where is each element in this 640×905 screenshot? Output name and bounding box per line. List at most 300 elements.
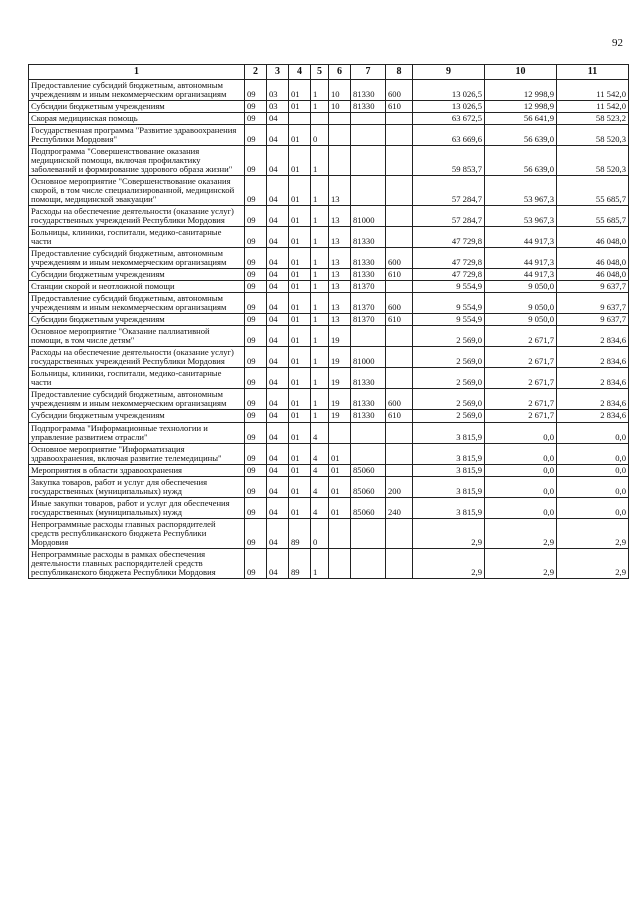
subprogram-code xyxy=(311,113,329,125)
subprogram-code: 1 xyxy=(311,206,329,227)
amount-col-11: 2,9 xyxy=(557,548,629,578)
section-code: 09 xyxy=(245,248,267,269)
subsection-code: 04 xyxy=(267,464,289,476)
table-row xyxy=(29,146,629,176)
measure-code: 19 xyxy=(329,389,351,410)
expense-type-code xyxy=(386,206,413,227)
section-code: 09 xyxy=(245,518,267,548)
amount-col-10: 44 917,3 xyxy=(485,248,557,269)
table-row xyxy=(29,269,629,281)
table-row xyxy=(29,314,629,326)
amount-col-11: 0,0 xyxy=(557,497,629,518)
amount-col-10: 2 671,7 xyxy=(485,326,557,347)
direction-code xyxy=(351,176,386,206)
program-code: 01 xyxy=(289,497,311,518)
subprogram-code: 1 xyxy=(311,548,329,578)
section-code: 09 xyxy=(245,113,267,125)
expense-type-code xyxy=(386,326,413,347)
amount-col-10: 56 639,0 xyxy=(485,146,557,176)
table-row xyxy=(29,422,629,443)
measure-code xyxy=(329,518,351,548)
expense-type-code xyxy=(386,347,413,368)
amount-col-11: 2 834,6 xyxy=(557,326,629,347)
subsection-code: 04 xyxy=(267,368,289,389)
direction-code xyxy=(351,518,386,548)
table-row xyxy=(29,248,629,269)
amount-col-11: 58 520,3 xyxy=(557,146,629,176)
subsection-code: 04 xyxy=(267,518,289,548)
amount-col-11: 0,0 xyxy=(557,443,629,464)
expense-type-code: 610 xyxy=(386,101,413,113)
col-header-3: 3 xyxy=(267,65,289,80)
amount-col-9: 47 729,8 xyxy=(413,269,485,281)
row-name: Иные закупки товаров, работ и услуг для обеспечения государственных (муниципальных) нужд xyxy=(29,497,245,518)
amount-col-10: 9 050,0 xyxy=(485,314,557,326)
amount-col-11: 2 834,6 xyxy=(557,389,629,410)
section-code: 09 xyxy=(245,368,267,389)
amount-col-11: 0,0 xyxy=(557,476,629,497)
subprogram-code: 4 xyxy=(311,443,329,464)
measure-code: 01 xyxy=(329,443,351,464)
row-name: Закупка товаров, работ и услуг для обеспечения государственных (муниципальных) нужд xyxy=(29,476,245,497)
subprogram-code: 0 xyxy=(311,518,329,548)
measure-code: 19 xyxy=(329,326,351,347)
amount-col-11: 9 637,7 xyxy=(557,281,629,293)
amount-col-9: 9 554,9 xyxy=(413,281,485,293)
amount-col-11: 11 542,0 xyxy=(557,101,629,113)
section-code: 09 xyxy=(245,326,267,347)
table-row xyxy=(29,464,629,476)
measure-code: 19 xyxy=(329,347,351,368)
amount-col-10: 53 967,3 xyxy=(485,176,557,206)
direction-code xyxy=(351,443,386,464)
section-code: 09 xyxy=(245,389,267,410)
measure-code: 19 xyxy=(329,410,351,422)
program-code xyxy=(289,113,311,125)
direction-code: 81330 xyxy=(351,80,386,101)
amount-col-11: 58 520,3 xyxy=(557,125,629,146)
direction-code xyxy=(351,548,386,578)
amount-col-10: 0,0 xyxy=(485,464,557,476)
expense-type-code xyxy=(386,368,413,389)
table-row xyxy=(29,347,629,368)
row-name: Основное мероприятие "Оказание паллиативной помощи, в том числе детям" xyxy=(29,326,245,347)
expense-type-code xyxy=(386,125,413,146)
section-code: 09 xyxy=(245,206,267,227)
amount-col-9: 59 853,7 xyxy=(413,146,485,176)
expense-type-code: 600 xyxy=(386,80,413,101)
subprogram-code: 4 xyxy=(311,497,329,518)
direction-code: 81370 xyxy=(351,281,386,293)
expense-type-code xyxy=(386,422,413,443)
amount-col-11: 55 685,7 xyxy=(557,206,629,227)
program-code: 01 xyxy=(289,146,311,176)
table-row xyxy=(29,125,629,146)
subsection-code: 04 xyxy=(267,125,289,146)
measure-code: 13 xyxy=(329,269,351,281)
subprogram-code: 1 xyxy=(311,347,329,368)
measure-code: 13 xyxy=(329,314,351,326)
table-row xyxy=(29,326,629,347)
table-row xyxy=(29,389,629,410)
amount-col-10: 0,0 xyxy=(485,422,557,443)
direction-code: 85060 xyxy=(351,497,386,518)
subprogram-code: 4 xyxy=(311,476,329,497)
subsection-code: 04 xyxy=(267,497,289,518)
section-code: 09 xyxy=(245,548,267,578)
section-code: 09 xyxy=(245,101,267,113)
section-code: 09 xyxy=(245,176,267,206)
subprogram-code: 1 xyxy=(311,227,329,248)
amount-col-10: 2,9 xyxy=(485,548,557,578)
section-code: 09 xyxy=(245,125,267,146)
direction-code: 81330 xyxy=(351,410,386,422)
amount-col-11: 55 685,7 xyxy=(557,176,629,206)
subprogram-code: 1 xyxy=(311,80,329,101)
table-row xyxy=(29,293,629,314)
expense-type-code: 610 xyxy=(386,410,413,422)
direction-code xyxy=(351,146,386,176)
subsection-code: 04 xyxy=(267,326,289,347)
amount-col-9: 9 554,9 xyxy=(413,293,485,314)
section-code: 09 xyxy=(245,347,267,368)
subsection-code: 04 xyxy=(267,293,289,314)
subprogram-code: 1 xyxy=(311,176,329,206)
col-header-7: 7 xyxy=(351,65,386,80)
amount-col-9: 47 729,8 xyxy=(413,248,485,269)
direction-code: 81000 xyxy=(351,206,386,227)
program-code: 01 xyxy=(289,101,311,113)
measure-code: 13 xyxy=(329,227,351,248)
amount-col-10: 9 050,0 xyxy=(485,281,557,293)
subsection-code: 04 xyxy=(267,227,289,248)
program-code: 01 xyxy=(289,125,311,146)
subsection-code: 04 xyxy=(267,206,289,227)
expense-type-code xyxy=(386,464,413,476)
amount-col-9: 13 026,5 xyxy=(413,101,485,113)
subsection-code: 04 xyxy=(267,281,289,293)
subprogram-code: 1 xyxy=(311,101,329,113)
section-code: 09 xyxy=(245,227,267,248)
amount-col-10: 9 050,0 xyxy=(485,293,557,314)
expense-type-code xyxy=(386,227,413,248)
amount-col-9: 2 569,0 xyxy=(413,410,485,422)
row-name: Мероприятия в области здравоохранения xyxy=(29,464,245,476)
amount-col-9: 2,9 xyxy=(413,518,485,548)
amount-col-11: 0,0 xyxy=(557,422,629,443)
amount-col-11: 9 637,7 xyxy=(557,293,629,314)
row-name: Предоставление субсидий бюджетным, автономным учреждениям и иным некоммерческим организациям xyxy=(29,389,245,410)
amount-col-9: 57 284,7 xyxy=(413,206,485,227)
amount-col-10: 0,0 xyxy=(485,476,557,497)
direction-code xyxy=(351,326,386,347)
section-code: 09 xyxy=(245,443,267,464)
amount-col-11: 58 523,2 xyxy=(557,113,629,125)
direction-code: 81330 xyxy=(351,101,386,113)
amount-col-9: 2 569,0 xyxy=(413,389,485,410)
amount-col-9: 3 815,9 xyxy=(413,443,485,464)
direction-code: 81000 xyxy=(351,347,386,368)
table-row xyxy=(29,113,629,125)
col-header-11: 11 xyxy=(557,65,629,80)
section-code: 09 xyxy=(245,422,267,443)
budget-table-body xyxy=(29,80,629,579)
amount-col-9: 2 569,0 xyxy=(413,326,485,347)
program-code: 89 xyxy=(289,518,311,548)
amount-col-11: 46 048,0 xyxy=(557,227,629,248)
direction-code xyxy=(351,125,386,146)
subprogram-code: 1 xyxy=(311,389,329,410)
program-code: 01 xyxy=(289,368,311,389)
direction-code: 85060 xyxy=(351,464,386,476)
expense-type-code: 240 xyxy=(386,497,413,518)
expense-type-code xyxy=(386,176,413,206)
row-name: Субсидии бюджетным учреждениям xyxy=(29,269,245,281)
program-code: 01 xyxy=(289,281,311,293)
subprogram-code: 4 xyxy=(311,464,329,476)
section-code: 09 xyxy=(245,464,267,476)
subprogram-code: 1 xyxy=(311,281,329,293)
amount-col-10: 2,9 xyxy=(485,518,557,548)
subsection-code: 04 xyxy=(267,248,289,269)
table-row xyxy=(29,368,629,389)
program-code: 01 xyxy=(289,476,311,497)
direction-code: 81330 xyxy=(351,248,386,269)
section-code: 09 xyxy=(245,281,267,293)
row-name: Расходы на обеспечение деятельности (оказание услуг) государственных учреждений Республики Мордовия xyxy=(29,347,245,368)
expense-type-code: 600 xyxy=(386,293,413,314)
subsection-code: 04 xyxy=(267,113,289,125)
table-row xyxy=(29,410,629,422)
amount-col-9: 2,9 xyxy=(413,548,485,578)
amount-col-11: 0,0 xyxy=(557,464,629,476)
amount-col-9: 3 815,9 xyxy=(413,476,485,497)
amount-col-10: 12 998,9 xyxy=(485,101,557,113)
program-code: 01 xyxy=(289,464,311,476)
direction-code xyxy=(351,422,386,443)
measure-code: 19 xyxy=(329,368,351,389)
program-code: 01 xyxy=(289,410,311,422)
table-row xyxy=(29,281,629,293)
subsection-code: 04 xyxy=(267,422,289,443)
row-name: Субсидии бюджетным учреждениям xyxy=(29,314,245,326)
amount-col-10: 56 641,9 xyxy=(485,113,557,125)
col-header-1: 1 xyxy=(29,65,245,80)
section-code: 09 xyxy=(245,497,267,518)
amount-col-9: 9 554,9 xyxy=(413,314,485,326)
expense-type-code xyxy=(386,113,413,125)
measure-code xyxy=(329,113,351,125)
amount-col-9: 3 815,9 xyxy=(413,464,485,476)
col-header-2: 2 xyxy=(245,65,267,80)
subprogram-code: 1 xyxy=(311,326,329,347)
expense-type-code: 600 xyxy=(386,248,413,269)
table-row xyxy=(29,497,629,518)
row-name: Основное мероприятие "Информатизация здравоохранения, включая развитие телемедицины" xyxy=(29,443,245,464)
subsection-code: 04 xyxy=(267,347,289,368)
table-row xyxy=(29,518,629,548)
amount-col-10: 2 671,7 xyxy=(485,389,557,410)
direction-code: 81370 xyxy=(351,293,386,314)
program-code: 01 xyxy=(289,293,311,314)
measure-code xyxy=(329,422,351,443)
program-code: 01 xyxy=(289,206,311,227)
amount-col-10: 44 917,3 xyxy=(485,227,557,248)
subprogram-code: 1 xyxy=(311,314,329,326)
subprogram-code: 1 xyxy=(311,146,329,176)
row-name: Основное мероприятие "Совершенствование оказания скорой, в том числе специализированной, медицинской помощи, медицинской эвакуации" xyxy=(29,176,245,206)
subsection-code: 03 xyxy=(267,101,289,113)
col-header-8: 8 xyxy=(386,65,413,80)
amount-col-9: 63 672,5 xyxy=(413,113,485,125)
row-name: Предоставление субсидий бюджетным, автономным учреждениям и иным некоммерческим организациям xyxy=(29,80,245,101)
row-name: Предоставление субсидий бюджетным, автономным учреждениям и иным некоммерческим организациям xyxy=(29,248,245,269)
header-row xyxy=(29,65,629,80)
program-code: 01 xyxy=(289,326,311,347)
amount-col-11: 2 834,6 xyxy=(557,347,629,368)
amount-col-10: 0,0 xyxy=(485,497,557,518)
program-code: 89 xyxy=(289,548,311,578)
amount-col-10: 56 639,0 xyxy=(485,125,557,146)
measure-code: 13 xyxy=(329,248,351,269)
direction-code: 81330 xyxy=(351,368,386,389)
amount-col-10: 2 671,7 xyxy=(485,410,557,422)
amount-col-9: 2 569,0 xyxy=(413,347,485,368)
measure-code xyxy=(329,125,351,146)
amount-col-10: 53 967,3 xyxy=(485,206,557,227)
measure-code: 10 xyxy=(329,80,351,101)
measure-code: 10 xyxy=(329,101,351,113)
section-code: 09 xyxy=(245,269,267,281)
subsection-code: 04 xyxy=(267,146,289,176)
program-code: 01 xyxy=(289,176,311,206)
program-code: 01 xyxy=(289,389,311,410)
row-name: Субсидии бюджетным учреждениям xyxy=(29,101,245,113)
subprogram-code: 1 xyxy=(311,248,329,269)
table-row xyxy=(29,476,629,497)
measure-code xyxy=(329,548,351,578)
amount-col-11: 46 048,0 xyxy=(557,269,629,281)
direction-code xyxy=(351,113,386,125)
row-name: Расходы на обеспечение деятельности (оказание услуг) государственных учреждений Республики Мордовия xyxy=(29,206,245,227)
table-row xyxy=(29,443,629,464)
program-code: 01 xyxy=(289,248,311,269)
amount-col-10: 44 917,3 xyxy=(485,269,557,281)
page-number: 92 xyxy=(612,37,623,49)
measure-code: 01 xyxy=(329,464,351,476)
amount-col-11: 2 834,6 xyxy=(557,410,629,422)
subprogram-code: 1 xyxy=(311,293,329,314)
expense-type-code: 200 xyxy=(386,476,413,497)
measure-code: 13 xyxy=(329,176,351,206)
expense-type-code xyxy=(386,146,413,176)
direction-code: 81330 xyxy=(351,269,386,281)
row-name: Подпрограмма "Совершенствование оказания медицинской помощи, включая профилактику заболеваний и формирование здорового образа жизни" xyxy=(29,146,245,176)
subsection-code: 04 xyxy=(267,314,289,326)
subsection-code: 04 xyxy=(267,443,289,464)
measure-code: 13 xyxy=(329,206,351,227)
amount-col-11: 9 637,7 xyxy=(557,314,629,326)
amount-col-10: 2 671,7 xyxy=(485,347,557,368)
expense-type-code: 610 xyxy=(386,314,413,326)
table-row xyxy=(29,80,629,101)
expense-type-code: 610 xyxy=(386,269,413,281)
col-header-9: 9 xyxy=(413,65,485,80)
amount-col-9: 3 815,9 xyxy=(413,497,485,518)
table-row xyxy=(29,548,629,578)
row-name: Предоставление субсидий бюджетным, автономным учреждениям и иным некоммерческим организациям xyxy=(29,293,245,314)
budget-table xyxy=(28,64,629,579)
direction-code: 81330 xyxy=(351,227,386,248)
program-code: 01 xyxy=(289,347,311,368)
subsection-code: 04 xyxy=(267,389,289,410)
row-name: Скорая медицинская помощь xyxy=(29,113,245,125)
subsection-code: 03 xyxy=(267,80,289,101)
table-row xyxy=(29,101,629,113)
row-name: Больницы, клиники, госпитали, медико-санитарные части xyxy=(29,368,245,389)
row-name: Непрограммные расходы главных распорядителей средств республиканского бюджета Республики Мордовия xyxy=(29,518,245,548)
subprogram-code: 0 xyxy=(311,125,329,146)
program-code: 01 xyxy=(289,422,311,443)
col-header-4: 4 xyxy=(289,65,311,80)
program-code: 01 xyxy=(289,269,311,281)
amount-col-10: 0,0 xyxy=(485,443,557,464)
row-name: Больницы, клиники, госпитали, медико-санитарные части xyxy=(29,227,245,248)
section-code: 09 xyxy=(245,293,267,314)
measure-code: 13 xyxy=(329,293,351,314)
amount-col-11: 46 048,0 xyxy=(557,248,629,269)
row-name: Непрограммные расходы в рамках обеспечения деятельности главных распорядителей средств республиканского бюджета Республики Мордовия xyxy=(29,548,245,578)
amount-col-11: 2,9 xyxy=(557,518,629,548)
row-name: Государственная программа "Развитие здравоохранения Республики Мордовия" xyxy=(29,125,245,146)
direction-code: 81370 xyxy=(351,314,386,326)
subprogram-code: 1 xyxy=(311,368,329,389)
amount-col-10: 2 671,7 xyxy=(485,368,557,389)
direction-code: 81330 xyxy=(351,389,386,410)
subprogram-code: 1 xyxy=(311,410,329,422)
subsection-code: 04 xyxy=(267,476,289,497)
measure-code: 01 xyxy=(329,476,351,497)
amount-col-9: 2 569,0 xyxy=(413,368,485,389)
table-row xyxy=(29,227,629,248)
expense-type-code xyxy=(386,281,413,293)
subsection-code: 04 xyxy=(267,548,289,578)
table-row xyxy=(29,176,629,206)
section-code: 09 xyxy=(245,410,267,422)
subprogram-code: 4 xyxy=(311,422,329,443)
measure-code xyxy=(329,146,351,176)
section-code: 09 xyxy=(245,80,267,101)
expense-type-code: 600 xyxy=(386,389,413,410)
measure-code: 13 xyxy=(329,281,351,293)
amount-col-9: 13 026,5 xyxy=(413,80,485,101)
amount-col-9: 3 815,9 xyxy=(413,422,485,443)
subprogram-code: 1 xyxy=(311,269,329,281)
col-header-10: 10 xyxy=(485,65,557,80)
section-code: 09 xyxy=(245,476,267,497)
col-header-6: 6 xyxy=(329,65,351,80)
row-name: Субсидии бюджетным учреждениям xyxy=(29,410,245,422)
amount-col-9: 63 669,6 xyxy=(413,125,485,146)
program-code: 01 xyxy=(289,227,311,248)
row-name: Станции скорой и неотложной помощи xyxy=(29,281,245,293)
col-header-5: 5 xyxy=(311,65,329,80)
program-code: 01 xyxy=(289,80,311,101)
measure-code: 01 xyxy=(329,497,351,518)
program-code: 01 xyxy=(289,314,311,326)
amount-col-10: 12 998,9 xyxy=(485,80,557,101)
expense-type-code xyxy=(386,518,413,548)
